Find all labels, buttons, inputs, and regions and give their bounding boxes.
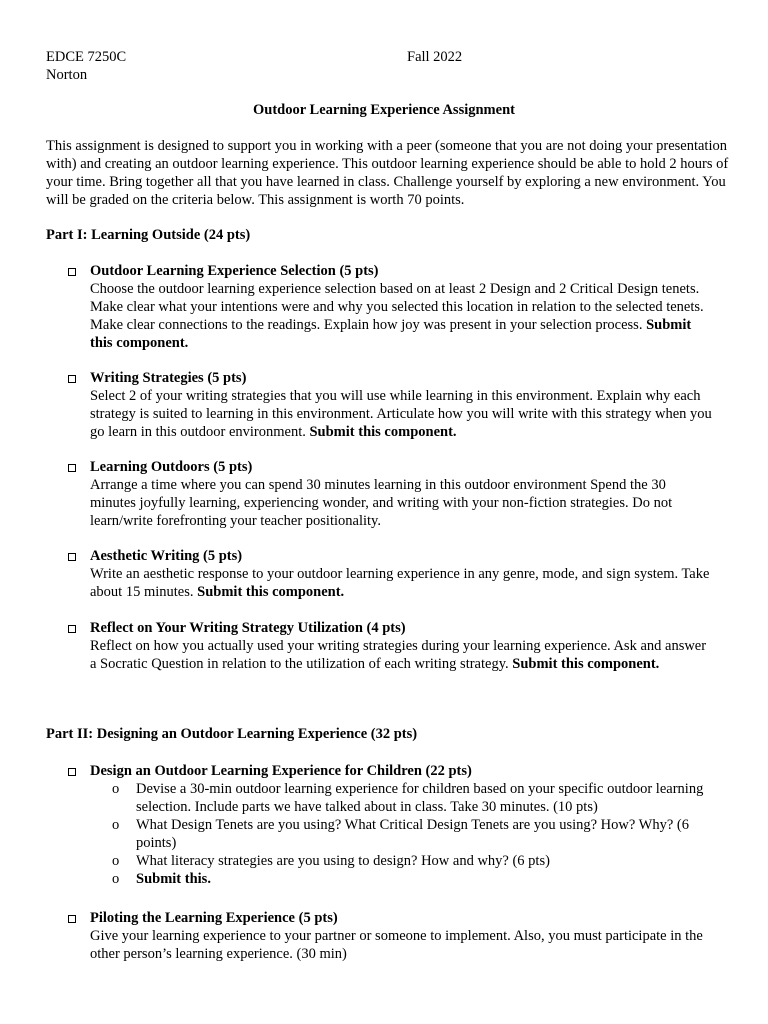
part1-heading: Part I: Learning Outside (24 pts) [46,227,251,243]
item-text: Choose the outdoor learning experience selection based on at least 2 Design and 2 Critical Design tenets. Make clear what your intentions were and why you selected this location in relation to the selected tenets. Make clear connections to the readings. Explain how joy was present in your selection process. [90,281,704,333]
document-header [46,48,726,84]
item-title: Piloting the Learning Experience (5 pts) [90,910,338,926]
course-code: EDCE 7250C [46,49,127,65]
list-item: o Submit this. [112,871,211,887]
intro-paragraph: This assignment is designed to support you in working with a peer (someone that you are not doing your presentation with) and creating an outdoor learning experience. This outdoor learning experience should be able to hold 2 hours of your time. Bring together all that you have learned in class. Challenge yourself by exploring a new environment. You will be graded on the criteria below. This assignment is worth 70 points. [46,138,729,208]
checkbox-square-icon [68,553,76,561]
item-text: Select 2 of your writing strategies that you will use while learning in this environment. Explain why each strategy is suited to learning in this environment. Articulate how you will write with this strategy when you go learn in this outdoor environment. [90,388,712,440]
circle-bullet-icon: o [112,781,120,797]
item-submit-note: Submit this component. [512,656,660,672]
page-title: Outdoor Learning Experience Assignment [253,102,515,118]
part1-item-reflect [68,619,718,673]
item-title: Design an Outdoor Learning Experience for Children (22 pts) [90,763,472,779]
checkbox-square-icon [68,768,76,776]
item-text: Arrange a time where you can spend 30 minutes learning in this outdoor environment Spend the 30 minutes joyfully learning, experiencing wonder, and writing with your non-fiction strategies. Do not learn/write forefronting your teacher positionality. [90,477,673,529]
item-title: Aesthetic Writing (5 pts) [90,548,243,564]
item-submit-note: Submit this component. [309,424,457,440]
item-title: Outdoor Learning Experience Selection (5 pts) [90,263,379,279]
item-title: Learning Outdoors (5 pts) [90,459,253,475]
item-title: Writing Strategies (5 pts) [90,370,247,386]
circle-bullet-icon: o [112,853,120,869]
item-text: Reflect on how you actually used your writing strategies during your learning experience. Ask and answer a Socratic Question in relation to the utilization of each writing strategy. [90,638,707,672]
part2-heading: Part II: Designing an Outdoor Learning Experience (32 pts) [46,726,418,742]
part1-item-writing-strategies [68,369,718,441]
part2-item-design [68,762,718,888]
checkbox-square-icon [68,625,76,633]
item-text: Write an aesthetic response to your outdoor learning experience in any genre, mode, and sign system. Take about 15 minutes. [90,566,710,600]
circle-bullet-icon: o [112,817,120,833]
part1-item-aesthetic-writing [68,547,718,601]
checkbox-square-icon [68,375,76,383]
design-subitem-list [90,780,718,888]
checkbox-square-icon [68,915,76,923]
instructor-name: Norton [46,67,88,83]
list-item: o What Design Tenets are you using? What Critical Design Tenets are you using? How? Why? (6 points) [112,817,689,851]
list-item: o Devise a 30-min outdoor learning experience for children based on your specific outdoor learning selection. Include parts we have talked about in class. Take 30 minutes. (10 pts) [112,781,704,815]
list-item: o What literacy strategies are you using to design? How and why? (6 pts) [112,853,550,869]
item-submit-note: Submit this component. [197,584,345,600]
circle-bullet-icon: o [112,871,120,887]
part1-item-learning-outdoors [68,458,718,530]
item-submit-note: Submit this component. [90,317,692,351]
checkbox-square-icon [68,268,76,276]
term-label: Fall 2022 [407,49,463,65]
part1-item-selection [68,262,718,352]
item-title: Reflect on Your Writing Strategy Utilization (4 pts) [90,620,406,636]
checkbox-square-icon [68,464,76,472]
item-text: Give your learning experience to your partner or someone to implement. Also, you must participate in the other person’s learning experience. (30 min) [90,928,703,962]
part2-item-pilot [68,909,718,963]
